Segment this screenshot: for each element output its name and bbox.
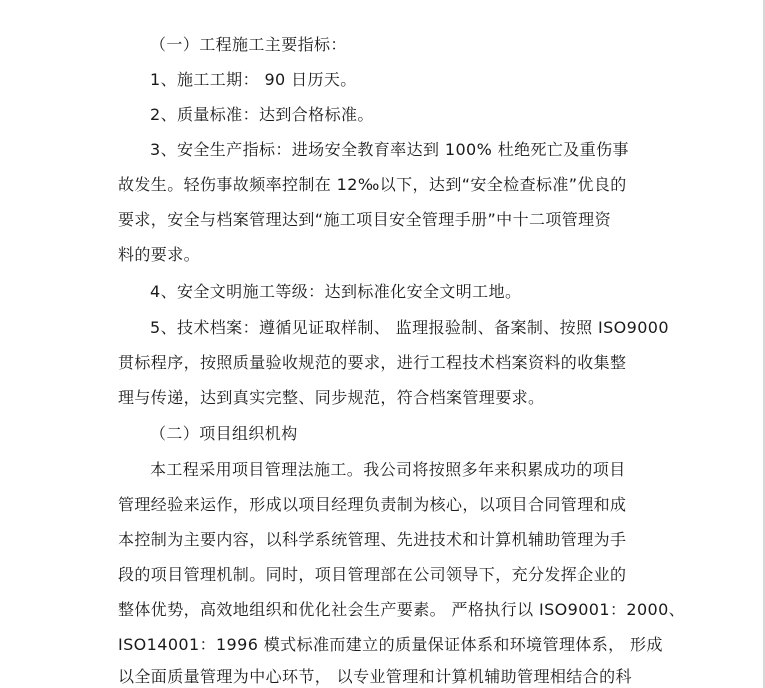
paragraph-line6: ISO14001：1996 模式标准而建立的质量保证体系和环境管理体系， 形成: [118, 635, 663, 654]
paragraph-line2: 管理经验来运作，形成以项目经理负责制为核心，以项目合同管理和成: [118, 495, 627, 514]
section1-heading: （一）工程施工主要指标：: [150, 35, 347, 54]
paragraph-line3: 本控制为主要内容，以科学系统管理、先进技术和计算机辅助管理为手: [118, 530, 627, 549]
item3-line2: 故发生。轻伤事故频率控制在 12‰以下，达到“安全检查标准”优良的: [118, 175, 627, 194]
item5-line2: 贯标程序，按照质量验收规范的要求，进行工程技术档案资料的收集整: [118, 353, 627, 372]
item1-construction-period: 1、施工工期： 90 日历天。: [150, 70, 357, 89]
paragraph-line4: 段的项目管理机制。同时，项目管理部在公司领导下，充分发挥企业的: [118, 565, 627, 584]
item5-line3: 理与传递，达到真实完整、同步规范，符合档案管理要求。: [118, 388, 545, 407]
paragraph-line5: 整体优势，高效地组织和优化社会生产要素。 严格执行以 ISO9001：2000、: [118, 600, 686, 619]
item5-line1: 5、技术档案：遵循见证取样制、 监理报验制、备案制、按照 ISO9000: [150, 318, 669, 337]
item2-quality-standard: 2、质量标准：达到合格标准。: [150, 105, 374, 124]
item3-line3: 要求，安全与档案管理达到“施工项目安全管理手册”中十二项管理资: [118, 210, 611, 229]
section2-heading: （二）项目组织机构: [150, 424, 298, 443]
item4-safety-civilization: 4、安全文明施工等级：达到标准化安全文明工地。: [150, 282, 522, 301]
item3-line1: 3、安全生产指标：进场安全教育率达到 100% 杜绝死亡及重伤事: [150, 140, 629, 159]
paragraph-line1: 本工程采用项目管理法施工。我公司将按照多年来积累成功的项目: [150, 460, 626, 479]
item3-line4: 料的要求。: [118, 245, 201, 264]
paragraph-line7: 以全面质量管理为中心环节， 以专业管理和计算机辅助管理相结合的科: [118, 667, 632, 686]
